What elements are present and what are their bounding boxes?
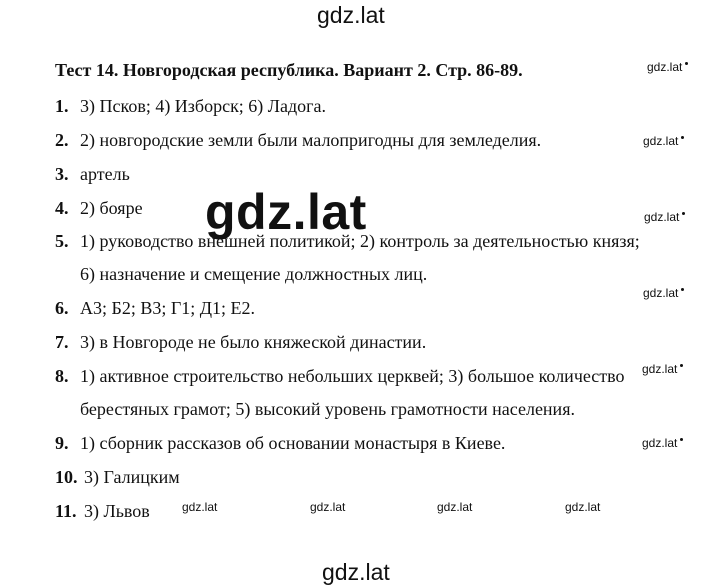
answer-number-3: 3. (55, 164, 69, 184)
answer-text-6: А3; Б2; В3; Г1; Д1; Е2. (80, 298, 256, 318)
answer-number-6: 6. (55, 298, 69, 318)
answer-number-2: 2. (55, 130, 69, 150)
answer-text-3: артель (80, 164, 130, 184)
answer-number-7: 7. (55, 332, 69, 352)
answer-number-11: 11. (55, 501, 77, 521)
answer-number-1: 1. (55, 96, 69, 116)
answer-text-5-line-1: 1) руководство внешней политикой; 2) контроль за деятельностью князя; (80, 231, 640, 251)
answer-text-5-line-2: 6) назначение и смещение должностных лиц. (80, 264, 428, 284)
watermark-row-1: gdz.lat (182, 500, 218, 514)
page-title: Тест 14. Новгородская республика. Вариант 2. Стр. 86-89. (55, 60, 523, 80)
watermark-side-3: gdz.lat (644, 210, 685, 224)
watermark-side-2: gdz.lat (643, 134, 684, 148)
answer-number-8: 8. (55, 366, 69, 386)
watermark-row-4: gdz.lat (565, 500, 601, 514)
answer-number-4: 4. (55, 198, 69, 218)
answer-text-1: 3) Псков; 4) Изборск; 6) Ладога. (80, 96, 327, 116)
watermark-row-2: gdz.lat (310, 500, 346, 514)
answer-number-10: 10. (55, 467, 78, 487)
answer-number-9: 9. (55, 433, 69, 453)
answer-text-9: 1) сборник рассказов об основании монастыря в Киеве. (80, 433, 506, 453)
answer-text-2: 2) новгородские земли были малопригодны для земледелия. (80, 130, 542, 150)
answer-text-10: 3) Галицким (84, 467, 180, 487)
watermark-side-4: gdz.lat (643, 286, 684, 300)
watermark-side-5: gdz.lat (642, 362, 683, 376)
watermark-bottom: gdz.lat (322, 559, 390, 585)
watermark-top: gdz.lat (317, 2, 385, 28)
watermark-center: gdz.lat (205, 184, 367, 240)
answer-number-5: 5. (55, 231, 69, 251)
watermark-side-1: gdz.lat (647, 60, 688, 74)
watermark-row-3: gdz.lat (437, 500, 473, 514)
answer-text-8-line-2: берестяных грамот; 5) высокий уровень грамотности населения. (80, 399, 575, 419)
answer-text-7: 3) в Новгороде не было княжеской династии. (80, 332, 427, 352)
answer-text-8-line-1: 1) активное строительство небольших церквей; 3) большое количество (80, 366, 625, 386)
answer-text-4: 2) бояре (80, 198, 143, 218)
watermark-side-6: gdz.lat (642, 436, 683, 450)
answer-text-11: 3) Львов (84, 501, 150, 521)
